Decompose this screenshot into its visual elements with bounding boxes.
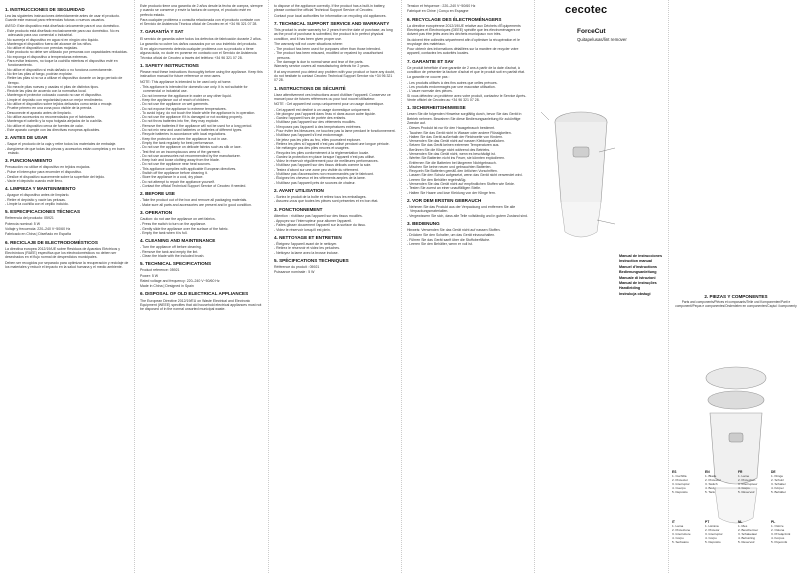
body-text: Rated voltage and frequency: 220–240 V~50/60 Hz	[140, 278, 220, 283]
cover-header	[535, 0, 668, 60]
body-text: - No tire las pilas al fuego, podrían explotar.	[5, 71, 73, 76]
body-text: This product is under warranty for 2 years from the date of purchase, as long as the proof of purchase is submitted, the product is in perfect physical condition, and it has been given proper use.	[274, 27, 393, 41]
body-text: - Do not use accessories not recommended by the manufacturer.	[140, 153, 241, 158]
body-text: - Halten Sie das Gerät außerhalb der Reichweite von Kindern.	[407, 134, 504, 139]
body-text: - Dieses Produkt ist nur für den Hausgebrauch bestimmt.	[407, 126, 496, 131]
body-text: If at any moment you detect any problem with your product or have any doubt, do not hesitate to contact Cecotec Technical Support Service via +34 96 321 07 28.	[274, 69, 396, 83]
body-text: - Limpie el depósito con regularidad para un mejor rendimiento.	[5, 97, 104, 102]
section-heading: 4. CLEANING AND MAINTENANCE	[140, 238, 216, 244]
parts-legend	[669, 0, 802, 573]
body-text: - Lassen Sie den Schutz aufgesetzt, wenn das Gerät nicht verwendet wird.	[407, 173, 523, 178]
body-text: - Recyclez les piles conformément à la réglementation locale.	[274, 150, 370, 155]
column-english	[134, 0, 268, 573]
part-name: 4. Body	[705, 486, 716, 491]
language-code: ES	[672, 470, 677, 474]
part-name: 3. Schakelaar	[738, 532, 757, 537]
section-heading: 4. LIMPIEZA Y MANTENIMIENTO	[5, 186, 76, 192]
section-heading: 1. INSTRUCTIONS DE SÉCURITÉ	[274, 85, 346, 91]
column-french	[268, 0, 401, 573]
parts-title: 2. PIEZAS Y COMPONENTES	[704, 294, 768, 299]
body-text: - Este producto está diseñado exclusivamente para uso doméstico. No es adecuado para uso comercial o industrial.	[5, 28, 120, 38]
body-text: - Test first on an inconspicuous area of the garment.	[140, 149, 221, 154]
body-text: - Keep the appliance out of reach of children.	[140, 97, 210, 102]
body-text: - Halten Sie Haare und lose Kleidung von der Klinge fern.	[407, 190, 496, 195]
part-name: 1. Cuchilla	[672, 474, 687, 479]
language-code: NL	[738, 520, 743, 524]
body-text: - Deslice el dispositivo suavemente sobre la superficie del tejido.	[5, 174, 105, 179]
part-name: 4. Corpo	[672, 536, 684, 541]
body-text: - N'utilisez pas l'appareil s'il est endommagé.	[274, 133, 344, 138]
body-text: - Verwenden Sie das Gerät nicht, wenn es beschädigt ist.	[407, 152, 496, 156]
body-text: - L'usure normale des pièces.	[407, 89, 453, 94]
product-name: ForceCut	[577, 28, 606, 35]
body-text: - Retire el depósito y vacíe las pelusas.	[5, 197, 66, 202]
manual-title: Manual de instrucciones	[619, 254, 663, 258]
body-text: - Saque el producto de la caja y retire todos los materiales de embalaje.	[5, 142, 117, 147]
language-code: FR	[738, 470, 743, 474]
body-text: - Vergewissern Sie sich, dass alle Teile vollständig und in gutem Zustand sind.	[407, 213, 528, 218]
part-name: 5. Serbatoio	[672, 540, 689, 545]
body-text: - Drücken Sie den Schalter, um das Gerät einzuschalten.	[407, 233, 496, 238]
language-code: IT	[672, 520, 675, 524]
body-text: La garantie ne couvre pas :	[407, 75, 450, 80]
body-text: Ils doivent être collectés séparément afin d'optimiser la récupération et le recyclage des matériaux.	[407, 37, 520, 46]
body-text: Lesen Sie die folgenden Hinweise sorgfältig durch, bevor Sie das Gerät in Betrieb nehmen. Bewahren Sie diese Bedienungsanleitung für zukünftige Zwecke auf.	[407, 112, 522, 125]
part-name: 5. Depósito	[672, 490, 688, 495]
body-text: - N'exposez pas l'appareil à des températures extrêmes.	[274, 124, 362, 129]
body-text: - The product has been misused, modified or repaired by unauthorised persons.	[274, 51, 384, 60]
body-text: - Verwenden Sie das Gerät nicht auf nassen Kleidungsstücken.	[407, 139, 505, 144]
parts-legend-nl	[738, 520, 770, 544]
section-heading: 3. FONCTIONNEMENT	[274, 206, 323, 212]
body-text: - Keep the protector on when the appliance is not in use.	[140, 136, 228, 141]
part-name: 1. Blade	[705, 474, 717, 479]
body-text: - Remove the tank and empty the lint.	[140, 249, 199, 254]
body-text: La directive européenne 2012/19/UE relative aux Déchets d'Équipements Électriques et Électroniques (DEEE) spécifie que les électroménagers ne doivent pas être jetés avec les déchets municipaux non triés.	[407, 23, 521, 37]
body-text: Attention : n'utilisez pas l'appareil sur des tissus mouillés.	[274, 213, 363, 218]
body-text: - Berühren Sie die Klinge nicht während des Betriebs.	[407, 147, 491, 152]
body-text: - Setzen Sie das Gerät keinen extremen Temperaturen aus.	[407, 143, 500, 148]
body-text: - Les produits utilisés à des fins autres que celles prévues.	[407, 80, 498, 85]
body-text: - The damage is due to normal wear and tear of the parts.	[274, 60, 364, 65]
body-text: Caution: do not use the appliance on wet fabrics.	[140, 216, 216, 221]
part-name: 3. Interrupteur	[738, 482, 758, 487]
body-text: - Gardez l'appareil hors de portée des enfants.	[274, 116, 347, 121]
body-text: - Store the appliance in a cool, dry place.	[140, 175, 204, 180]
section-heading: 2. BEFORE USE	[140, 191, 175, 197]
body-text: - No exponga el dispositivo a temperaturas extremas.	[5, 54, 88, 59]
body-text: Power: 5 W	[140, 273, 159, 278]
body-text: - Clean the blade with the included brush.	[140, 253, 205, 258]
section-heading: 6. RECICLAJE DE ELECTRODOMÉSTICOS	[5, 239, 98, 245]
body-text: La garantía no cubre los daños causados por un uso indebido del producto.	[140, 41, 258, 46]
body-text: - Press the switch to turn on the appliance.	[140, 222, 207, 227]
body-text: - N'utilisez pas l'appareil sur des tissus délicats comme la soie.	[274, 163, 372, 168]
body-text: - Take the product out of the box and remove all packaging materials.	[140, 198, 248, 203]
body-text: - Mantenga el dispositivo fuera del alcance de los niños.	[5, 41, 92, 46]
part-name: 2. Protetor	[705, 528, 720, 533]
body-text: - Este producto no debe ser utilizado por personas con capacidades reducidas.	[5, 50, 128, 55]
body-text: - Éteignez l'appareil avant de le nettoyer.	[274, 241, 338, 246]
part-name: 2. Protection	[738, 478, 756, 483]
body-text: - Gently slide the appliance over the surface of the fabric.	[140, 226, 229, 231]
body-text: - Gardez la protection en place lorsque l'appareil n'est pas utilisé.	[274, 154, 375, 159]
body-text: - Ne mélangez pas des piles neuves et usagées.	[274, 146, 350, 151]
body-text: - Leeren Sie den Behälter, wenn er voll ist.	[407, 241, 473, 246]
manual-title: Manuel d'instructions	[619, 264, 657, 269]
body-text: - Führen Sie das Gerät sanft über die Stoffoberfläche.	[407, 237, 491, 242]
body-text: - Retire las pilas si no va a utilizar el dispositivo durante un largo período de tiempo.	[5, 76, 123, 85]
part-name: 5. Behälter	[771, 490, 786, 495]
body-text: to dispose of the appliance correctly. If the product has a built-in battery, please contact the official Technical Support Service of Cecotec.	[274, 4, 386, 13]
body-text: Ce produit bénéficie d'une garantie de 2 ans à partir de la date d'achat, à condition de présenter la facture d'achat et que le produit soit en parfait état.	[407, 65, 525, 75]
body-text: - Ne plongez pas l'appareil dans l'eau ni dans aucun autre liquide.	[274, 111, 376, 116]
body-text: - Pulse el interruptor para encender el dispositivo.	[5, 170, 83, 175]
lint-remover-illustration	[539, 92, 619, 252]
section-heading: 1. SICHERHEITSHINWEISE	[407, 105, 466, 111]
manual-title: Manuale di istruzioni	[619, 275, 656, 280]
language-code: PL	[771, 520, 776, 524]
parts-legend-en	[705, 470, 737, 494]
manual-title: Bedienungsanleitung	[619, 270, 657, 275]
part-name: 2. Schutz	[771, 478, 784, 483]
body-text: - No utilice el dispositivo si está dañado o no funciona correctamente.	[5, 67, 113, 72]
body-text: - Testen Sie zuerst an einer unauffälligen Stelle.	[407, 186, 482, 191]
section-heading: 2. AVANT UTILISATION	[274, 187, 324, 193]
body-text: Si vous détectez un problème avec votre produit, contactez le Service Après-Vente officiel de Cecotec au +34 96 321 07 28.	[407, 93, 527, 102]
body-text: Fabricado en China | Diseñado en España	[5, 232, 71, 237]
body-text: - Apague el dispositivo antes de limpiarlo.	[5, 193, 70, 198]
column-components	[668, 0, 802, 573]
manual-title: Instruction manual	[619, 259, 652, 264]
body-text: - Mantenga el protector colocado cuando no use el dispositivo.	[5, 93, 103, 98]
part-name: 2. Protector	[705, 478, 721, 483]
part-name: 1. Lâmina	[705, 524, 719, 529]
body-text: - N'utilisez pas d'accessoires non recommandés par le fabricant.	[274, 171, 374, 176]
body-text: - Do not mix new and used batteries or batteries of different types.	[140, 128, 243, 133]
body-text: Warranty service covers all manufacturing defects for 2 years.	[274, 64, 370, 69]
body-text: The warranty will not cover situations where:	[274, 41, 343, 46]
part-name: 3. Interruttore	[672, 532, 691, 537]
body-text: - Appuyez sur l'interrupteur pour allumer l'appareil.	[274, 218, 352, 223]
part-name: 1. Ostrze	[771, 524, 784, 529]
body-text: - Retirez le réservoir et videz les peluches.	[274, 246, 340, 251]
body-text: - Mischen Sie keine neuen und gebrauchten Batterien.	[407, 164, 492, 169]
section-heading: 1. INSTRUCCIONES DE SEGURIDAD	[5, 7, 85, 12]
section-heading: 6. RECYCLAGE DES ÉLECTROMÉNAGERS	[407, 16, 502, 22]
part-name: 4. Cuerpo	[672, 486, 686, 491]
body-text: - Nettoyez la lame avec la brosse incluse.	[274, 250, 339, 255]
body-text: - Leeren Sie den Behälter regelmäßig.	[407, 177, 467, 182]
parts-legend-pl	[771, 520, 802, 544]
brand-logo: cecotec	[565, 4, 608, 16]
part-name: 2. Osłona	[771, 528, 785, 533]
body-text: Please read these instructions thoroughly before using the appliance. Keep this instruction manual for future reference or new users.	[140, 70, 263, 79]
column-german	[401, 0, 534, 573]
body-text: - Nehmen Sie das Produkt aus der Verpackung und entfernen Sie alle Verpackungsmaterialien.	[407, 205, 516, 214]
body-text: - Videz le réservoir régulièrement pour de meilleures performances.	[274, 159, 379, 164]
body-text: - Do not use the appliance on delicate fabrics such as silk or lace.	[140, 145, 242, 150]
part-name: 5. Depósito	[705, 540, 721, 545]
body-text: - Do not throw batteries into fire, they may explode.	[140, 119, 220, 124]
section-heading: 3. BEDIENUNG	[407, 220, 440, 226]
body-text: - Entfernen Sie die Batterien bei längerem Nichtgebrauch.	[407, 160, 497, 165]
body-text: - No utilice el dispositivo con prendas mojadas.	[5, 46, 78, 51]
body-text: - This appliance is intended for domestic use only. It is not suitable for commercial or industrial use.	[140, 85, 248, 94]
body-text: - N'utilisez pas l'appareil sur des vêtements mouillés.	[274, 120, 356, 125]
body-text: - Keep hair and loose clothing away from the blade.	[140, 158, 220, 163]
part-name: 5. Tank	[705, 490, 715, 495]
body-text: - This appliance complies with applicable European directives.	[140, 166, 237, 171]
part-name: 5. Reservoir	[738, 540, 755, 545]
body-text: Tension et fréquence : 220–240 V~50/60 Hz	[407, 4, 476, 8]
part-name: 5. Pojemnik	[771, 540, 788, 545]
parts-legend-fr	[738, 470, 770, 494]
body-text: Lisez attentivement ces instructions avant d'utiliser l'appareil. Conservez ce manuel pour de futures références ou pour tout nouvel utilisateur.	[274, 92, 391, 101]
section-heading: 1. SAFETY INSTRUCTIONS	[140, 63, 199, 69]
body-text: - Recyceln Sie Batterien gemäß den örtlichen Vorschriften.	[407, 169, 498, 174]
body-text: NOTE : Cet appareil est conçu uniquement pour un usage domestique.	[274, 102, 385, 107]
body-text: - Recycle batteries in accordance with local regulations.	[140, 132, 227, 137]
part-name: 2. Beschermer	[738, 528, 759, 533]
body-text: Potencia nominal: 5 W	[5, 221, 41, 226]
body-text: - Verwenden Sie das Gerät nicht auf empfindlichen Stoffen wie Seide.	[407, 182, 515, 187]
body-text: - Turn the appliance off before cleaning.	[140, 245, 202, 250]
product-subtitle: Quitapelusas/lint remover	[577, 37, 627, 42]
part-name: 3. Przełącznik	[771, 532, 791, 537]
body-text: - Éloignez les cheveux et les vêtements amples de la lame.	[274, 176, 366, 181]
section-heading: 2. ANTES DE USAR	[5, 135, 48, 141]
body-text: - Cet appareil est destiné à un usage domestique uniquement.	[274, 107, 371, 112]
section-heading: 6. DISPOSAL OF OLD ELECTRICAL APPLIANCES	[140, 291, 249, 297]
body-text: Si en algún momento detecta cualquier problema con su producto o tiene alguna duda, no dude en ponerse en contacto con el Servicio de Asistencia Técnica oficial de Cecotec a través del teléfono +34 96 321 07 28.	[140, 47, 257, 60]
body-text: - Empty the tank when it is full.	[140, 230, 188, 235]
body-text: - Sortez le produit de la boîte et retirez tous les emballages.	[274, 194, 367, 199]
part-name: 3. Interruptor	[672, 482, 690, 487]
section-heading: 5. SPÉCIFICATIONS TECHNIQUES	[274, 257, 349, 263]
part-name: 3. Interruptor	[705, 532, 723, 537]
body-text: - The product has been used for purposes other than those intended.	[274, 47, 381, 52]
body-text: - Mantenga el cabello y la ropa holgada alejados de la cuchilla.	[5, 119, 103, 124]
manual-title-list	[619, 254, 668, 297]
body-text: - Retirez les piles si l'appareil n'est pas utilisé pendant une longue période.	[274, 141, 390, 146]
body-text: - Remove the batteries if the appliance will not be used for a long period.	[140, 123, 253, 128]
body-text: - N'utilisez pas l'appareil près de sources de chaleur.	[274, 180, 356, 185]
body-text: - No mezcle pilas nuevas y usadas ni pilas de distintos tipos.	[5, 84, 99, 89]
body-text: Puissance nominale : 5 W	[274, 270, 315, 275]
section-heading: 5. ESPECIFICACIONES TÉCNICAS	[5, 209, 81, 215]
part-name: 4. Behuizing	[738, 536, 756, 541]
body-text: Contact your local authorities for information on recycling old appliances.	[274, 13, 387, 18]
part-name: 3. Schalter	[771, 482, 786, 487]
body-text: Este producto tiene una garantía de 2 años desde la fecha de compra, siempre y cuando se conserve y envíe la factura de compra, el producto esté en perfecto estado.	[140, 4, 263, 17]
section-heading: 4. NETTOYAGE ET ENTRETIEN	[274, 234, 342, 240]
body-text: - Do not immerse the appliance in water or any other liquid.	[140, 93, 232, 98]
body-text: - Este aparato cumple con las directivas europeas aplicables.	[5, 127, 101, 132]
part-name: 1. Lame	[738, 474, 750, 479]
body-text: - Make sure all parts and accessories are present and in good condition.	[140, 202, 252, 207]
body-text: Made in China | Designed in Spain	[140, 284, 194, 289]
body-text: - Ne jetez pas les piles au feu, elles pourraient exploser.	[274, 137, 361, 142]
body-text: - Limpie la cuchilla con el cepillo incluido.	[5, 202, 69, 207]
column-parts	[534, 0, 668, 573]
column-spanish	[0, 0, 134, 573]
body-text: Precaución: no utilice el dispositivo en tejidos mojados.	[5, 165, 91, 170]
body-text: - Do not use the appliance on wet garments.	[140, 102, 209, 107]
body-text: - Assurez-vous que toutes les pièces sont présentes et en bon état.	[274, 199, 379, 204]
section-heading: 7. TECHNICAL SUPPORT SERVICE AND WARRANTY	[274, 20, 390, 26]
body-text: Voltaje y frecuencia: 220–240 V~50/60 Hz	[5, 227, 71, 232]
body-text: Referencia del producto: 05921	[5, 216, 54, 221]
body-text: Référence du produit : 05921	[274, 264, 320, 269]
body-text: - Desconecte el aparato antes de limpiarlo.	[5, 110, 72, 115]
parts-legend-it	[672, 520, 704, 544]
body-text: - Switch off the appliance before cleaning it.	[140, 170, 208, 175]
body-text: NOTE: This appliance is intended to be used only at home.	[140, 79, 232, 84]
part-name: 4. Corps	[738, 486, 750, 491]
body-text: Deben ser recogidos por separado para optimizar la recuperación y reciclaje de los materiales y reducir el impacto en la salud humana y el medio ambiente.	[5, 260, 129, 269]
section-heading: 7. GARANTIE ET SAV	[407, 58, 454, 64]
section-heading: 3. FUNCIONAMIENTO	[5, 158, 53, 164]
section-heading: 3. OPERATION	[140, 209, 173, 215]
body-text: - No sumerja el dispositivo en agua ni en ningún otro líquido.	[5, 37, 99, 42]
parts-subtitle: Parts and components/Pièces et composants/Teile und Komponenten/Parti e componenti/Peças e componentes/Onderdelen en componenten/Części i komponenty	[675, 300, 797, 308]
body-text: - To avoid injury, do not touch the blade while the appliance is in operation.	[140, 110, 256, 115]
language-code: DE	[771, 470, 776, 474]
body-text: - Pour éviter les blessures, ne touchez pas la lame pendant le fonctionnement.	[274, 129, 396, 134]
manual-title: Handleiding	[619, 286, 641, 291]
part-name: 4. Korpus	[771, 536, 785, 541]
part-name: 1. Lama	[672, 524, 684, 529]
body-text: - Les produits endommagés par une mauvaise utilisation.	[407, 85, 496, 90]
body-text: - No utilice el dispositivo cerca de fuentes de calor.	[5, 123, 84, 128]
body-text: Fabriqué en Chine | Conçu en Espagne	[407, 9, 469, 14]
part-name: 2. Protezione	[672, 528, 691, 533]
parts-legend-pt	[705, 520, 737, 544]
body-text: - Faites glisser doucement l'appareil sur la surface du tissu.	[274, 223, 366, 228]
body-text: Lea las siguientes instrucciones detenidamente antes de usar el producto. Guarde este manual para referencias futuras o nuevos usuarios.	[5, 14, 120, 23]
body-text: - Pruebe primero en una zona poco visible de la prenda.	[5, 106, 93, 111]
body-text: - Asegúrese de que todas las piezas y accesorios están completos y en buen estado.	[5, 146, 125, 155]
body-text: - Contact the official Technical Support Service of Cecotec if needed.	[140, 183, 247, 188]
body-text: - No utilice el dispositivo sobre tejidos delicados como seda o encaje.	[5, 102, 113, 107]
body-text: The European Directive 2012/19/EU on Waste Electrical and Electronic Equipment (WEEE) specifies that old household electrical appliances must not be disposed of in the normal unsorted municipal waste.	[140, 298, 262, 312]
body-text: - Videz le réservoir lorsqu'il est plein.	[274, 227, 331, 232]
body-text: - Empty the tank regularly for best performance.	[140, 140, 215, 145]
body-text: - Werfen Sie Batterien nicht ins Feuer, sie könnten explodieren.	[407, 156, 505, 161]
body-text: - Testez d'abord sur une zone peu visible du vêtement.	[274, 167, 359, 172]
part-name: 1. Mes	[738, 524, 748, 529]
body-text: - Do not use the appliance near heat sources.	[140, 162, 211, 167]
body-text: Para cualquier problema o consulta relacionada con el producto contacte con el Servicio de Asistencia Técnica oficial de Cecotec en el +34 96 321 07 28.	[140, 17, 260, 27]
body-text: Product reference: 05921	[140, 268, 180, 273]
part-name: 4. Körper	[771, 486, 784, 491]
section-heading: 2. VOR DEM ERSTEN GEBRAUCH	[407, 197, 482, 203]
manual-title: Instrukcja obsługi	[619, 291, 651, 296]
body-text: - Tauchen Sie das Gerät nicht in Wasser oder andere Flüssigkeiten.	[407, 130, 512, 135]
parts-legend-es	[672, 470, 704, 494]
body-text: - Do not attempt to repair the appliance yourself.	[140, 179, 215, 184]
language-code: EN	[705, 470, 710, 474]
body-text: - Do not use the appliance if it is damaged or not working properly.	[140, 115, 243, 120]
part-name: 4. Corpo	[705, 536, 717, 541]
manual-title: Manual de instruções	[619, 281, 657, 286]
body-text: - Recicle las pilas de acuerdo con la normativa local.	[5, 89, 87, 94]
part-name: 1. Klinge	[771, 474, 784, 479]
parts-legend-de	[771, 470, 802, 494]
body-text: AVISO: Este dispositivo está diseñado únicamente para el uso doméstico.	[5, 23, 120, 28]
section-heading: 7. GARANTÍA Y SAT	[140, 29, 184, 35]
body-text: Pour obtenir des informations détaillées sur la manière de recycler votre appareil, contactez les autorités locales.	[407, 47, 519, 56]
body-text: - Para evitar lesiones, no toque la cuchilla mientras el dispositivo esté en funcionamiento.	[5, 59, 118, 68]
language-code: PT	[705, 520, 710, 524]
body-text: La directiva europea 2012/19/UE sobre Residuos de Aparatos Eléctricos y Electrónicos (RAEE) especifica que los electrodomésticos no deben ser desechados en el flujo normal de desperdicios municipales.	[5, 246, 120, 260]
body-text: - Do not expose the appliance to extreme temperatures.	[140, 106, 227, 111]
part-name: 5. Réservoir	[738, 490, 755, 495]
body-text: - No utilice accesorios no recomendados por el fabricante.	[5, 114, 96, 119]
body-text: - Vacíe el depósito cuando esté lleno.	[5, 179, 64, 184]
section-heading: 5. TECHNICAL SPECIFICATIONS	[140, 261, 212, 267]
body-text: Hinweis: Verwenden Sie das Gerät nicht auf nassen Stoffen.	[407, 228, 501, 233]
body-text: El servicio de garantía cubre todos los defectos de fabricación durante 2 años.	[140, 36, 262, 41]
part-name: 2. Protector	[672, 478, 688, 483]
part-name: 3. Switch	[705, 482, 718, 487]
